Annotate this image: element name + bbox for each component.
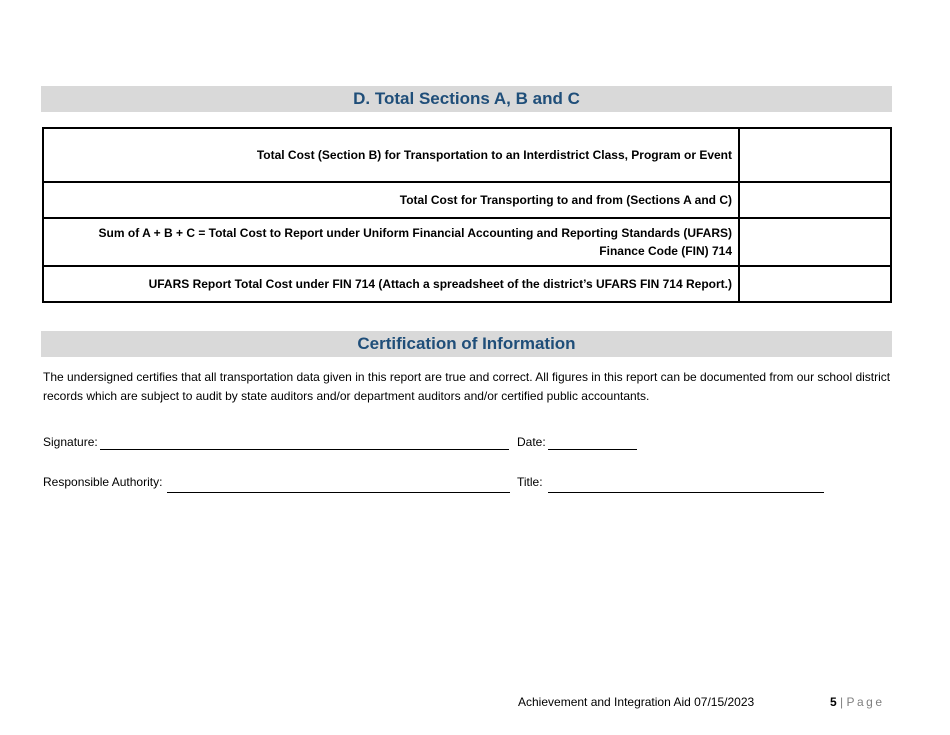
row-label: Total Cost for Transporting to and from (Sections A and C) xyxy=(43,182,739,218)
page-number: 5 xyxy=(830,695,837,709)
footer-document-name: Achievement and Integration Aid 07/15/2023 xyxy=(518,695,755,709)
title-label: Title: xyxy=(517,475,543,489)
table-row xyxy=(43,218,891,266)
section-d-title: D. Total Sections A, B and C xyxy=(41,86,892,112)
date-field[interactable] xyxy=(548,449,637,450)
totals-table xyxy=(42,127,892,303)
table-row xyxy=(43,128,891,182)
row-value-cell[interactable] xyxy=(739,128,891,182)
table-row xyxy=(43,266,891,302)
certification-title: Certification of Information xyxy=(41,331,892,357)
table-row xyxy=(43,182,891,218)
row-value-cell[interactable] xyxy=(739,182,891,218)
row-value-cell[interactable] xyxy=(739,266,891,302)
row-label: Sum of A + B + C = Total Cost to Report under Uniform Financial Accounting and Reporting Standards (UFARS) Finance Code (FIN) 714 xyxy=(43,218,739,266)
responsible-authority-label: Responsible Authority: xyxy=(43,475,163,489)
page-word: Page xyxy=(846,695,885,709)
signature-label: Signature: xyxy=(43,435,98,449)
page-separator: | xyxy=(840,695,844,709)
row-value-cell[interactable] xyxy=(739,218,891,266)
date-label: Date: xyxy=(517,435,546,449)
row-label: UFARS Report Total Cost under FIN 714 (Attach a spreadsheet of the district’s UFARS FIN 714 Report.) xyxy=(43,266,739,302)
title-field[interactable] xyxy=(548,492,824,493)
signature-field[interactable] xyxy=(100,449,509,450)
certification-text: The undersigned certifies that all transportation data given in this report are true and correct. All figures in this report can be documented from our school district records which are subject to audit by state auditors and/or department auditors and/or certified public accountants. xyxy=(43,370,891,403)
row-label: Total Cost (Section B) for Transportation to an Interdistrict Class, Program or Event xyxy=(43,128,739,182)
responsible-authority-field[interactable] xyxy=(167,492,510,493)
footer-page-indicator xyxy=(830,695,885,709)
